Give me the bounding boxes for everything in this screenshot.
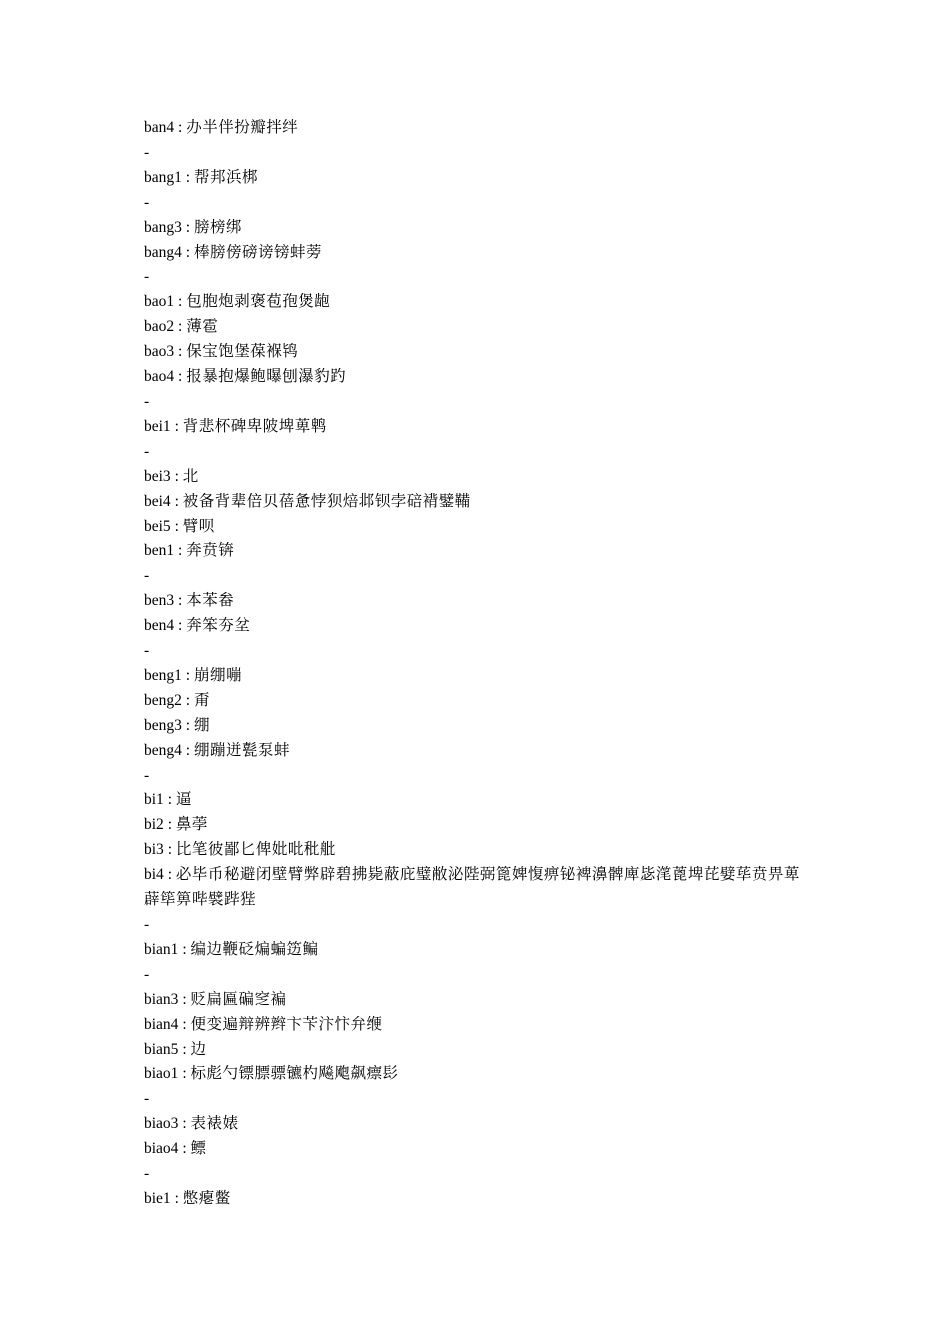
entry-beng2: beng2 : 甭: [144, 691, 210, 709]
characters: 甭: [193, 691, 210, 709]
pinyin-key: ban4: [144, 119, 175, 136]
pinyin-key: ben1: [144, 542, 175, 560]
pinyin-key: ben3: [144, 592, 175, 610]
pinyin-key: bei4: [144, 492, 171, 510]
characters: 绷蹦迸甏泵蚌: [193, 741, 290, 759]
pinyin-key: biao3: [144, 1115, 179, 1133]
characters: 奔笨夯坌: [186, 617, 251, 635]
pinyin-key: bian5: [144, 1040, 179, 1058]
characters: 编边鞭砭煸蝙笾鳊: [190, 940, 319, 958]
pinyin-key: bang3: [144, 218, 182, 236]
characters: 憋瘪鳖: [182, 1189, 231, 1207]
pinyin-key: bao2: [144, 318, 175, 336]
characters: 包胞炮剥褒苞孢煲龅: [186, 293, 331, 311]
pinyin-key: bei1: [144, 417, 171, 435]
separator: -: [144, 916, 150, 933]
characters: 标彪勺镖膘骠镳杓飚飑飙瘭髟: [190, 1065, 399, 1083]
entry-bao4: bao4 : 报暴抱爆鲍曝刨瀑豹趵: [144, 368, 347, 386]
entry-ben4: ben4 : 奔笨夯坌: [144, 617, 251, 635]
pinyin-key: bie1: [144, 1189, 171, 1207]
entry-biao3: biao3 : 表裱婊: [144, 1115, 239, 1133]
entry-biao1: biao1 : 标彪勺镖膘骠镳杓飚飑飙瘭髟: [144, 1065, 399, 1083]
characters: 臂呗: [182, 517, 215, 535]
entry-bian5: bian5 : 边: [144, 1040, 207, 1058]
entry-ban4: ban4 : 办半伴扮瓣拌绊: [144, 119, 299, 136]
document-page: [144, 116, 814, 1212]
pinyin-key: bian4: [144, 1015, 179, 1033]
pinyin-key: beng1: [144, 666, 182, 684]
entry-bei3: bei3 : 北: [144, 467, 199, 485]
entry-bao2: bao2 : 薄雹: [144, 318, 219, 336]
separator: -: [144, 392, 150, 410]
pinyin-key: bao3: [144, 343, 175, 361]
characters: 膀榜绑: [193, 218, 242, 236]
pinyin-key: bian1: [144, 940, 179, 958]
characters: 便变遍辩辨辫卞苄汴忭弁缏: [190, 1015, 383, 1033]
separator: -: [144, 143, 150, 161]
entry-beng1: beng1 : 崩绷嘣: [144, 666, 242, 684]
pinyin-key: bi3: [144, 841, 164, 859]
separator: -: [144, 642, 150, 660]
characters: 比笔彼鄙匕俾妣吡秕舭: [175, 841, 336, 859]
entry-bian3: bian3 : 贬扁匾碥窆褊: [144, 990, 287, 1008]
separator: -: [144, 268, 150, 286]
characters: 绷: [193, 716, 210, 734]
pinyin-key: bi1: [144, 791, 164, 809]
characters: 被备背辈倍贝蓓惫悖狈焙邶钡孛碚褙鐾鞴: [182, 492, 471, 510]
pinyin-key: bei5: [144, 517, 171, 535]
entry-ben3: ben3 : 本苯畚: [144, 592, 235, 610]
separator: -: [144, 442, 150, 460]
characters: 本苯畚: [186, 592, 235, 610]
entry-bei5: bei5 : 臂呗: [144, 517, 215, 535]
separator: -: [144, 1165, 150, 1183]
characters: 贬扁匾碥窆褊: [190, 990, 287, 1008]
pinyin-key: bao4: [144, 368, 175, 386]
pinyin-key: beng4: [144, 741, 182, 759]
entry-bang3: bang3 : 膀榜绑: [144, 218, 242, 236]
entry-bang4: bang4 : 棒膀傍磅谤镑蚌蒡: [144, 243, 322, 261]
characters: 崩绷嘣: [193, 666, 242, 684]
entry-bi3: bi3 : 比笔彼鄙匕俾妣吡秕舭: [144, 841, 336, 859]
entry-beng3: beng3 : 绷: [144, 716, 210, 734]
entry-bian1: bian1 : 编边鞭砭煸蝙笾鳊: [144, 940, 319, 958]
pinyin-key: bang4: [144, 243, 182, 261]
characters: 棒膀傍磅谤镑蚌蒡: [193, 243, 322, 261]
characters: 逼: [175, 791, 192, 809]
pinyin-key: bei3: [144, 467, 171, 485]
entry-bi1: bi1 : 逼: [144, 791, 192, 809]
entry-bei1: bei1 : 背悲杯碑卑陂埤萆鹎: [144, 417, 327, 435]
entry-ben1: ben1 : 奔贲锛: [144, 542, 235, 560]
characters: 帮邦浜梆: [193, 168, 258, 186]
entry-beng4: beng4 : 绷蹦迸甏泵蚌: [144, 741, 290, 759]
entry-bang1: bang1 : 帮邦浜梆: [144, 168, 258, 186]
entry-bao3: bao3 : 保宝饱堡葆褓鸨: [144, 343, 299, 361]
entry-bei4: bei4 : 被备背辈倍贝蓓惫悖狈焙邶钡孛碚褙鐾鞴: [144, 492, 471, 510]
entry-bao1: bao1 : 包胞炮剥褒苞孢煲龅: [144, 293, 331, 311]
characters: 必毕币秘避闭壁臂弊辟碧拂毙蔽庇璧敝泌陛弼篦婢愎痹铋裨濞髀庳毖滗蓖埤芘嬖荜贲畀萆薜筚箅哔襞跸狴: [144, 866, 800, 909]
characters: 北: [182, 467, 199, 485]
pinyin-key: biao1: [144, 1065, 179, 1083]
entry-bian4: bian4 : 便变遍辩辨辫卞苄汴忭弁缏: [144, 1015, 383, 1033]
characters: 办半伴扮瓣拌绊: [186, 119, 299, 136]
characters: 鼻荸: [175, 816, 208, 834]
characters: 鳔: [190, 1140, 207, 1158]
pinyin-key: bi2: [144, 816, 164, 834]
characters: 奔贲锛: [186, 542, 235, 560]
pinyin-key: beng2: [144, 691, 182, 709]
characters: 背悲杯碑卑陂埤萆鹎: [182, 417, 327, 435]
pinyin-key: bian3: [144, 990, 179, 1008]
entry-bi2: bi2 : 鼻荸: [144, 816, 208, 834]
characters: 表裱婊: [190, 1115, 239, 1133]
separator: -: [144, 965, 150, 983]
characters: 薄雹: [186, 318, 219, 336]
characters: 边: [190, 1040, 207, 1058]
pinyin-key: bi4: [144, 866, 164, 884]
entry-biao4: biao4 : 鳔: [144, 1140, 207, 1158]
characters: 保宝饱堡葆褓鸨: [186, 343, 299, 361]
pinyin-key: biao4: [144, 1140, 179, 1158]
separator: -: [144, 766, 150, 784]
characters: 报暴抱爆鲍曝刨瀑豹趵: [186, 368, 347, 386]
pinyin-key: bang1: [144, 168, 182, 186]
entry-bi4: bi4 : 必毕币秘避闭壁臂弊辟碧拂毙蔽庇璧敝泌陛弼篦婢愎痹铋裨濞髀庳毖滗蓖埤芘嬖荜贲畀萆薜筚箅哔襞跸狴: [144, 866, 800, 909]
separator: -: [144, 1090, 150, 1108]
pinyin-key: ben4: [144, 617, 175, 635]
pinyin-key: bao1: [144, 293, 175, 311]
separator: -: [144, 567, 150, 585]
entry-bie1: bie1 : 憋瘪鳖: [144, 1189, 231, 1207]
pinyin-key: beng3: [144, 716, 182, 734]
separator: -: [144, 193, 150, 211]
